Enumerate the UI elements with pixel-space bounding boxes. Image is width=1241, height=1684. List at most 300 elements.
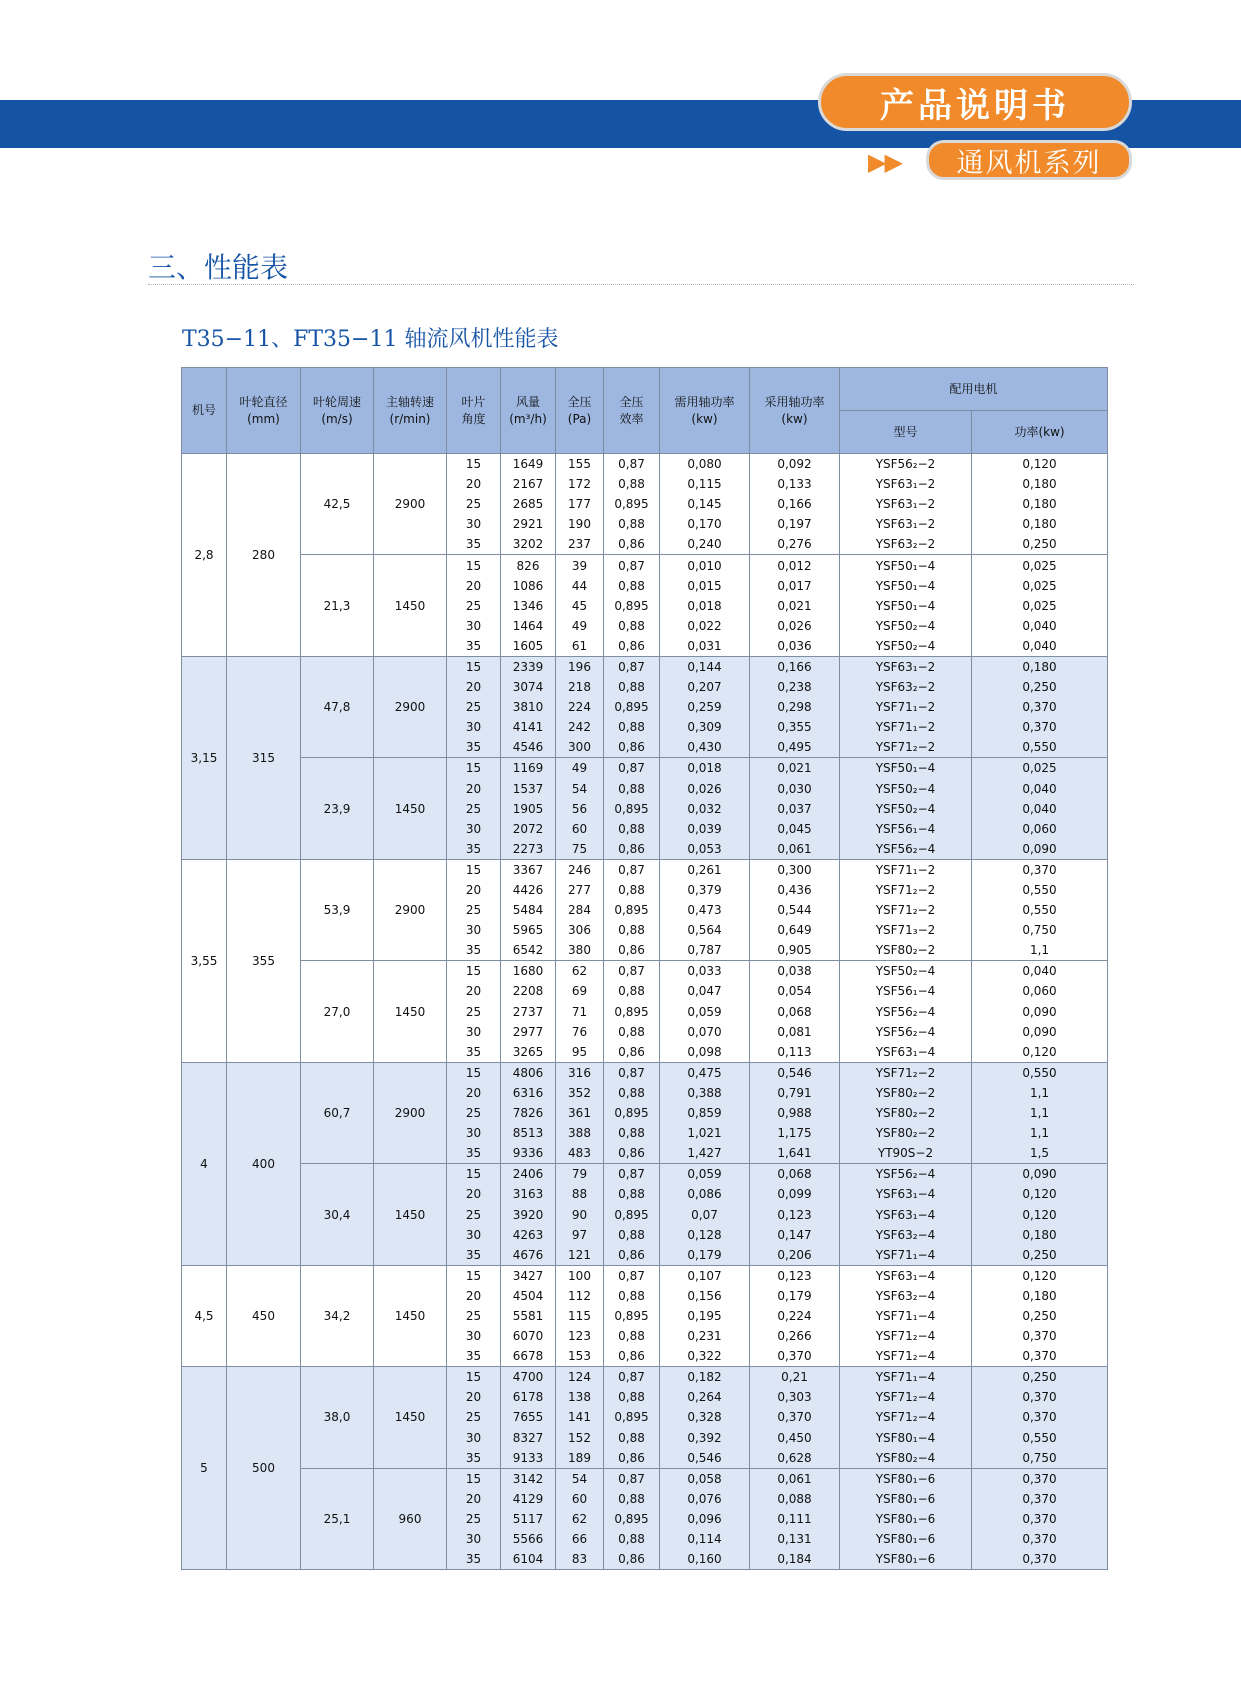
cell-shaft-speed: 2900 bbox=[374, 656, 447, 757]
cell-motor-type: YSF56₁−4 bbox=[840, 819, 972, 839]
cell-used-power: 0,147 bbox=[750, 1225, 840, 1245]
cell-used-power: 0,197 bbox=[750, 514, 840, 534]
cell-motor-type: YSF56₂−4 bbox=[840, 839, 972, 860]
cell-required-power: 0,018 bbox=[660, 596, 750, 616]
col-pressure: 全压 (Pa) bbox=[556, 368, 604, 454]
cell-motor-type: YSF71₁−2 bbox=[840, 859, 972, 880]
cell-used-power: 0,123 bbox=[750, 1265, 840, 1286]
cell-blade-angle: 20 bbox=[447, 779, 501, 799]
cell-used-power: 0,061 bbox=[750, 839, 840, 860]
cell-tip-speed: 27,0 bbox=[301, 961, 374, 1062]
cell-pressure: 361 bbox=[556, 1103, 604, 1123]
cell-efficiency: 0,895 bbox=[604, 1204, 660, 1224]
cell-airflow: 2273 bbox=[501, 839, 556, 860]
cell-pressure: 49 bbox=[556, 758, 604, 779]
cell-blade-angle: 25 bbox=[447, 697, 501, 717]
cell-pressure: 152 bbox=[556, 1428, 604, 1448]
cell-used-power: 0,628 bbox=[750, 1448, 840, 1469]
cell-pressure: 237 bbox=[556, 534, 604, 555]
cell-efficiency: 0,87 bbox=[604, 1468, 660, 1489]
cell-motor-type: YSF80₁−6 bbox=[840, 1549, 972, 1570]
cell-motor-power: 0,090 bbox=[972, 839, 1108, 860]
cell-required-power: 0,128 bbox=[660, 1225, 750, 1245]
col-motor: 配用电机 bbox=[840, 368, 1108, 411]
cell-pressure: 190 bbox=[556, 514, 604, 534]
cell-motor-type: YSF56₁−4 bbox=[840, 981, 972, 1001]
cell-blade-angle: 20 bbox=[447, 1083, 501, 1103]
cell-motor-type: YSF80₂−2 bbox=[840, 940, 972, 961]
cell-pressure: 189 bbox=[556, 1448, 604, 1469]
cell-required-power: 0,182 bbox=[660, 1367, 750, 1388]
cell-airflow: 1169 bbox=[501, 758, 556, 779]
cell-motor-power: 0,120 bbox=[972, 454, 1108, 475]
cell-used-power: 0,054 bbox=[750, 981, 840, 1001]
cell-required-power: 0,392 bbox=[660, 1428, 750, 1448]
cell-diameter: 355 bbox=[227, 859, 301, 1062]
cell-diameter: 280 bbox=[227, 454, 301, 657]
cell-blade-angle: 15 bbox=[447, 656, 501, 677]
cell-airflow: 9133 bbox=[501, 1448, 556, 1469]
cell-efficiency: 0,87 bbox=[604, 1265, 660, 1286]
cell-motor-type: YSF56₂−4 bbox=[840, 1164, 972, 1185]
cell-motor-power: 0,750 bbox=[972, 920, 1108, 940]
cell-efficiency: 0,88 bbox=[604, 717, 660, 737]
cell-motor-power: 0,120 bbox=[972, 1042, 1108, 1063]
cell-motor-power: 0,180 bbox=[972, 514, 1108, 534]
cell-efficiency: 0,895 bbox=[604, 1103, 660, 1123]
cell-efficiency: 0,88 bbox=[604, 474, 660, 494]
cell-used-power: 0,276 bbox=[750, 534, 840, 555]
cell-required-power: 0,115 bbox=[660, 474, 750, 494]
cell-pressure: 300 bbox=[556, 737, 604, 758]
cell-blade-angle: 30 bbox=[447, 819, 501, 839]
cell-required-power: 0,328 bbox=[660, 1407, 750, 1427]
cell-blade-angle: 20 bbox=[447, 474, 501, 494]
cell-used-power: 0,017 bbox=[750, 576, 840, 596]
cell-airflow: 3265 bbox=[501, 1042, 556, 1063]
cell-airflow: 2921 bbox=[501, 514, 556, 534]
col-blade-angle: 叶片 角度 bbox=[447, 368, 501, 454]
cell-used-power: 0,300 bbox=[750, 859, 840, 880]
cell-efficiency: 0,87 bbox=[604, 1164, 660, 1185]
cell-airflow: 4129 bbox=[501, 1489, 556, 1509]
cell-airflow: 3142 bbox=[501, 1468, 556, 1489]
cell-motor-type: YSF63₂−4 bbox=[840, 1286, 972, 1306]
cell-pressure: 316 bbox=[556, 1062, 604, 1083]
cell-motor-type: YSF50₁−4 bbox=[840, 758, 972, 779]
cell-motor-power: 0,090 bbox=[972, 1002, 1108, 1022]
cell-used-power: 0,905 bbox=[750, 940, 840, 961]
cell-blade-angle: 35 bbox=[447, 1549, 501, 1570]
cell-motor-type: YSF71₂−2 bbox=[840, 737, 972, 758]
cell-used-power: 0,266 bbox=[750, 1326, 840, 1346]
cell-required-power: 0,07 bbox=[660, 1204, 750, 1224]
cell-pressure: 155 bbox=[556, 454, 604, 475]
cell-pressure: 124 bbox=[556, 1367, 604, 1388]
cell-motor-power: 0,250 bbox=[972, 534, 1108, 555]
cell-required-power: 0,026 bbox=[660, 779, 750, 799]
cell-used-power: 0,544 bbox=[750, 900, 840, 920]
cell-used-power: 1,641 bbox=[750, 1143, 840, 1164]
cell-efficiency: 0,88 bbox=[604, 514, 660, 534]
col-required-power: 需用轴功率 (kw) bbox=[660, 368, 750, 454]
cell-motor-type: YSF50₁−4 bbox=[840, 596, 972, 616]
cell-blade-angle: 15 bbox=[447, 1265, 501, 1286]
cell-motor-type: YSF80₂−2 bbox=[840, 1103, 972, 1123]
cell-blade-angle: 35 bbox=[447, 534, 501, 555]
cell-airflow: 3202 bbox=[501, 534, 556, 555]
cell-blade-angle: 15 bbox=[447, 961, 501, 982]
cell-motor-power: 0,370 bbox=[972, 1407, 1108, 1427]
cell-motor-type: YSF71₂−2 bbox=[840, 1062, 972, 1083]
col-shaft-speed: 主轴转速 (r/min) bbox=[374, 368, 447, 454]
cell-used-power: 0,166 bbox=[750, 656, 840, 677]
cell-motor-type: YSF80₁−6 bbox=[840, 1489, 972, 1509]
cell-shaft-speed: 1450 bbox=[374, 758, 447, 859]
cell-motor-type: YSF63₁−4 bbox=[840, 1042, 972, 1063]
cell-motor-type: YSF71₁−2 bbox=[840, 717, 972, 737]
cell-airflow: 2977 bbox=[501, 1022, 556, 1042]
table-row bbox=[182, 1468, 1108, 1489]
cell-pressure: 83 bbox=[556, 1549, 604, 1570]
cell-tip-speed: 42,5 bbox=[301, 454, 374, 555]
cell-blade-angle: 30 bbox=[447, 1022, 501, 1042]
cell-motor-type: YSF63₁−2 bbox=[840, 474, 972, 494]
cell-efficiency: 0,86 bbox=[604, 1042, 660, 1063]
cell-motor-power: 0,550 bbox=[972, 737, 1108, 758]
cell-required-power: 0,033 bbox=[660, 961, 750, 982]
cell-required-power: 0,195 bbox=[660, 1306, 750, 1326]
cell-required-power: 0,015 bbox=[660, 576, 750, 596]
cell-pressure: 306 bbox=[556, 920, 604, 940]
cell-airflow: 5484 bbox=[501, 900, 556, 920]
cell-pressure: 138 bbox=[556, 1387, 604, 1407]
cell-efficiency: 0,895 bbox=[604, 900, 660, 920]
cell-required-power: 0,059 bbox=[660, 1164, 750, 1185]
cell-pressure: 121 bbox=[556, 1245, 604, 1266]
cell-motor-power: 0,550 bbox=[972, 1428, 1108, 1448]
cell-required-power: 0,207 bbox=[660, 677, 750, 697]
cell-used-power: 0,068 bbox=[750, 1002, 840, 1022]
cell-motor-power: 0,090 bbox=[972, 1164, 1108, 1185]
cell-model: 5 bbox=[182, 1367, 227, 1570]
col-motor-power: 功率(kw) bbox=[972, 411, 1108, 454]
cell-shaft-speed: 960 bbox=[374, 1468, 447, 1569]
cell-pressure: 141 bbox=[556, 1407, 604, 1427]
cell-airflow: 1346 bbox=[501, 596, 556, 616]
cell-required-power: 1,021 bbox=[660, 1123, 750, 1143]
cell-airflow: 1086 bbox=[501, 576, 556, 596]
cell-required-power: 0,546 bbox=[660, 1448, 750, 1469]
cell-used-power: 0,068 bbox=[750, 1164, 840, 1185]
cell-motor-type: YSF71₂−4 bbox=[840, 1326, 972, 1346]
cell-efficiency: 0,87 bbox=[604, 1367, 660, 1388]
cell-motor-type: YSF63₁−4 bbox=[840, 1184, 972, 1204]
cell-efficiency: 0,86 bbox=[604, 1448, 660, 1469]
cell-motor-type: YSF63₂−4 bbox=[840, 1225, 972, 1245]
cell-efficiency: 0,87 bbox=[604, 656, 660, 677]
cell-motor-power: 0,180 bbox=[972, 1286, 1108, 1306]
cell-airflow: 4700 bbox=[501, 1367, 556, 1388]
cell-airflow: 5965 bbox=[501, 920, 556, 940]
cell-pressure: 388 bbox=[556, 1123, 604, 1143]
table-body bbox=[182, 454, 1108, 1570]
cell-blade-angle: 15 bbox=[447, 859, 501, 880]
cell-pressure: 60 bbox=[556, 819, 604, 839]
cell-motor-power: 0,180 bbox=[972, 1225, 1108, 1245]
cell-airflow: 6542 bbox=[501, 940, 556, 961]
cell-used-power: 1,175 bbox=[750, 1123, 840, 1143]
cell-motor-type: YSF56₂−2 bbox=[840, 454, 972, 475]
cell-pressure: 62 bbox=[556, 961, 604, 982]
cell-motor-power: 0,370 bbox=[972, 717, 1108, 737]
cell-tip-speed: 38,0 bbox=[301, 1367, 374, 1468]
cell-required-power: 0,031 bbox=[660, 636, 750, 657]
cell-airflow: 2167 bbox=[501, 474, 556, 494]
cell-blade-angle: 35 bbox=[447, 1143, 501, 1164]
cell-required-power: 0,787 bbox=[660, 940, 750, 961]
cell-efficiency: 0,88 bbox=[604, 1123, 660, 1143]
cell-pressure: 284 bbox=[556, 900, 604, 920]
cell-airflow: 3427 bbox=[501, 1265, 556, 1286]
cell-blade-angle: 25 bbox=[447, 596, 501, 616]
cell-used-power: 0,038 bbox=[750, 961, 840, 982]
cell-efficiency: 0,88 bbox=[604, 1022, 660, 1042]
cell-model: 3,15 bbox=[182, 656, 227, 859]
cell-tip-speed: 25,1 bbox=[301, 1468, 374, 1569]
cell-airflow: 8327 bbox=[501, 1428, 556, 1448]
cell-motor-power: 0,250 bbox=[972, 1245, 1108, 1266]
cell-used-power: 0,131 bbox=[750, 1529, 840, 1549]
cell-motor-type: YSF80₁−6 bbox=[840, 1509, 972, 1529]
cell-used-power: 0,061 bbox=[750, 1468, 840, 1489]
cell-motor-type: YSF63₁−4 bbox=[840, 1265, 972, 1286]
cell-required-power: 0,039 bbox=[660, 819, 750, 839]
cell-required-power: 0,160 bbox=[660, 1549, 750, 1570]
cell-motor-power: 0,120 bbox=[972, 1265, 1108, 1286]
cell-pressure: 66 bbox=[556, 1529, 604, 1549]
cell-airflow: 2406 bbox=[501, 1164, 556, 1185]
cell-blade-angle: 35 bbox=[447, 636, 501, 657]
cell-efficiency: 0,88 bbox=[604, 880, 660, 900]
cell-motor-power: 0,025 bbox=[972, 576, 1108, 596]
cell-motor-type: YSF63₁−2 bbox=[840, 514, 972, 534]
cell-airflow: 2737 bbox=[501, 1002, 556, 1022]
cell-motor-power: 0,180 bbox=[972, 494, 1108, 514]
cell-pressure: 100 bbox=[556, 1265, 604, 1286]
cell-pressure: 88 bbox=[556, 1184, 604, 1204]
cell-used-power: 0,988 bbox=[750, 1103, 840, 1123]
cell-blade-angle: 25 bbox=[447, 1002, 501, 1022]
cell-motor-type: YSF50₂−4 bbox=[840, 616, 972, 636]
cell-motor-power: 0,750 bbox=[972, 1448, 1108, 1469]
cell-blade-angle: 25 bbox=[447, 1306, 501, 1326]
cell-motor-type: YSF50₂−4 bbox=[840, 779, 972, 799]
table-title: T35−11、FT35−11 轴流风机性能表 bbox=[182, 327, 559, 352]
cell-diameter: 500 bbox=[227, 1367, 301, 1570]
cell-motor-type: YSF50₁−4 bbox=[840, 576, 972, 596]
cell-efficiency: 0,88 bbox=[604, 981, 660, 1001]
cell-airflow: 1605 bbox=[501, 636, 556, 657]
cell-motor-power: 0,370 bbox=[972, 1509, 1108, 1529]
cell-required-power: 0,379 bbox=[660, 880, 750, 900]
cell-pressure: 224 bbox=[556, 697, 604, 717]
col-efficiency: 全压 效率 bbox=[604, 368, 660, 454]
cell-used-power: 0,370 bbox=[750, 1346, 840, 1367]
cell-efficiency: 0,86 bbox=[604, 737, 660, 758]
cell-required-power: 0,231 bbox=[660, 1326, 750, 1346]
cell-blade-angle: 35 bbox=[447, 839, 501, 860]
cell-airflow: 3810 bbox=[501, 697, 556, 717]
cell-required-power: 1,427 bbox=[660, 1143, 750, 1164]
cell-pressure: 112 bbox=[556, 1286, 604, 1306]
cell-airflow: 6678 bbox=[501, 1346, 556, 1367]
cell-airflow: 4806 bbox=[501, 1062, 556, 1083]
cell-used-power: 0,649 bbox=[750, 920, 840, 940]
cell-pressure: 69 bbox=[556, 981, 604, 1001]
cell-airflow: 1905 bbox=[501, 799, 556, 819]
cell-required-power: 0,170 bbox=[660, 514, 750, 534]
cell-efficiency: 0,87 bbox=[604, 961, 660, 982]
cell-pressure: 49 bbox=[556, 616, 604, 636]
cell-motor-type: YSF71₂−2 bbox=[840, 880, 972, 900]
cell-required-power: 0,144 bbox=[660, 656, 750, 677]
cell-blade-angle: 30 bbox=[447, 1326, 501, 1346]
cell-motor-power: 0,180 bbox=[972, 474, 1108, 494]
cell-motor-power: 0,250 bbox=[972, 677, 1108, 697]
cell-required-power: 0,032 bbox=[660, 799, 750, 819]
cell-used-power: 0,021 bbox=[750, 758, 840, 779]
cell-motor-power: 0,370 bbox=[972, 1549, 1108, 1570]
cell-efficiency: 0,895 bbox=[604, 1407, 660, 1427]
cell-pressure: 95 bbox=[556, 1042, 604, 1063]
cell-airflow: 6104 bbox=[501, 1549, 556, 1570]
cell-blade-angle: 25 bbox=[447, 1407, 501, 1427]
cell-airflow: 6178 bbox=[501, 1387, 556, 1407]
cell-efficiency: 0,88 bbox=[604, 779, 660, 799]
cell-pressure: 115 bbox=[556, 1306, 604, 1326]
cell-motor-power: 0,370 bbox=[972, 1326, 1108, 1346]
cell-motor-power: 0,370 bbox=[972, 859, 1108, 880]
cell-required-power: 0,259 bbox=[660, 697, 750, 717]
cell-blade-angle: 20 bbox=[447, 880, 501, 900]
cell-used-power: 0,791 bbox=[750, 1083, 840, 1103]
cell-required-power: 0,264 bbox=[660, 1387, 750, 1407]
cell-required-power: 0,430 bbox=[660, 737, 750, 758]
cell-efficiency: 0,88 bbox=[604, 616, 660, 636]
cell-required-power: 0,114 bbox=[660, 1529, 750, 1549]
cell-efficiency: 0,87 bbox=[604, 1062, 660, 1083]
cell-required-power: 0,080 bbox=[660, 454, 750, 475]
brand-title: 产品说明书 bbox=[880, 85, 1070, 126]
cell-used-power: 0,012 bbox=[750, 555, 840, 576]
cell-blade-angle: 35 bbox=[447, 737, 501, 758]
cell-tip-speed: 47,8 bbox=[301, 656, 374, 757]
cell-airflow: 4426 bbox=[501, 880, 556, 900]
cell-used-power: 0,206 bbox=[750, 1245, 840, 1266]
cell-tip-speed: 23,9 bbox=[301, 758, 374, 859]
cell-required-power: 0,098 bbox=[660, 1042, 750, 1063]
cell-pressure: 196 bbox=[556, 656, 604, 677]
cell-airflow: 2208 bbox=[501, 981, 556, 1001]
cell-pressure: 76 bbox=[556, 1022, 604, 1042]
cell-model: 3,55 bbox=[182, 859, 227, 1062]
cell-efficiency: 0,895 bbox=[604, 1509, 660, 1529]
cell-pressure: 242 bbox=[556, 717, 604, 737]
cell-pressure: 62 bbox=[556, 1509, 604, 1529]
cell-airflow: 4263 bbox=[501, 1225, 556, 1245]
cell-blade-angle: 20 bbox=[447, 1489, 501, 1509]
cell-used-power: 0,036 bbox=[750, 636, 840, 657]
cell-motor-type: YSF71₂−4 bbox=[840, 1407, 972, 1427]
cell-blade-angle: 30 bbox=[447, 717, 501, 737]
cell-pressure: 71 bbox=[556, 1002, 604, 1022]
cell-airflow: 6070 bbox=[501, 1326, 556, 1346]
cell-pressure: 483 bbox=[556, 1143, 604, 1164]
cell-pressure: 177 bbox=[556, 494, 604, 514]
cell-motor-power: 0,040 bbox=[972, 779, 1108, 799]
cell-required-power: 0,070 bbox=[660, 1022, 750, 1042]
cell-required-power: 0,059 bbox=[660, 1002, 750, 1022]
cell-tip-speed: 21,3 bbox=[301, 555, 374, 656]
cell-blade-angle: 25 bbox=[447, 900, 501, 920]
cell-motor-power: 0,060 bbox=[972, 981, 1108, 1001]
table-row bbox=[182, 454, 1108, 475]
cell-motor-type: YSF63₂−2 bbox=[840, 534, 972, 555]
cell-motor-type: YSF63₁−4 bbox=[840, 1204, 972, 1224]
cell-motor-power: 0,025 bbox=[972, 758, 1108, 779]
cell-used-power: 0,088 bbox=[750, 1489, 840, 1509]
cell-airflow: 5566 bbox=[501, 1529, 556, 1549]
cell-efficiency: 0,88 bbox=[604, 1184, 660, 1204]
cell-airflow: 1464 bbox=[501, 616, 556, 636]
cell-motor-type: YSF80₁−4 bbox=[840, 1428, 972, 1448]
cell-efficiency: 0,88 bbox=[604, 1428, 660, 1448]
table-row bbox=[182, 859, 1108, 880]
cell-pressure: 380 bbox=[556, 940, 604, 961]
cell-used-power: 0,123 bbox=[750, 1204, 840, 1224]
cell-used-power: 0,021 bbox=[750, 596, 840, 616]
cell-blade-angle: 35 bbox=[447, 1042, 501, 1063]
cell-motor-type: YSF71₁−4 bbox=[840, 1306, 972, 1326]
cell-used-power: 0,113 bbox=[750, 1042, 840, 1063]
cell-airflow: 6316 bbox=[501, 1083, 556, 1103]
cell-diameter: 400 bbox=[227, 1062, 301, 1265]
cell-efficiency: 0,88 bbox=[604, 920, 660, 940]
cell-pressure: 39 bbox=[556, 555, 604, 576]
cell-tip-speed: 34,2 bbox=[301, 1265, 374, 1366]
cell-efficiency: 0,87 bbox=[604, 758, 660, 779]
cell-required-power: 0,018 bbox=[660, 758, 750, 779]
cell-tip-speed: 60,7 bbox=[301, 1062, 374, 1163]
col-impeller-diameter: 叶轮直径 (mm) bbox=[227, 368, 301, 454]
cell-blade-angle: 20 bbox=[447, 1286, 501, 1306]
cell-efficiency: 0,88 bbox=[604, 1286, 660, 1306]
cell-used-power: 0,355 bbox=[750, 717, 840, 737]
cell-airflow: 3920 bbox=[501, 1204, 556, 1224]
cell-blade-angle: 30 bbox=[447, 920, 501, 940]
cell-required-power: 0,322 bbox=[660, 1346, 750, 1367]
cell-blade-angle: 35 bbox=[447, 1448, 501, 1469]
cell-motor-power: 0,040 bbox=[972, 636, 1108, 657]
cell-airflow: 7655 bbox=[501, 1407, 556, 1427]
cell-blade-angle: 35 bbox=[447, 940, 501, 961]
cell-used-power: 0,092 bbox=[750, 454, 840, 475]
cell-shaft-speed: 2900 bbox=[374, 859, 447, 960]
cell-blade-angle: 35 bbox=[447, 1346, 501, 1367]
cell-blade-angle: 25 bbox=[447, 494, 501, 514]
cell-pressure: 75 bbox=[556, 839, 604, 860]
